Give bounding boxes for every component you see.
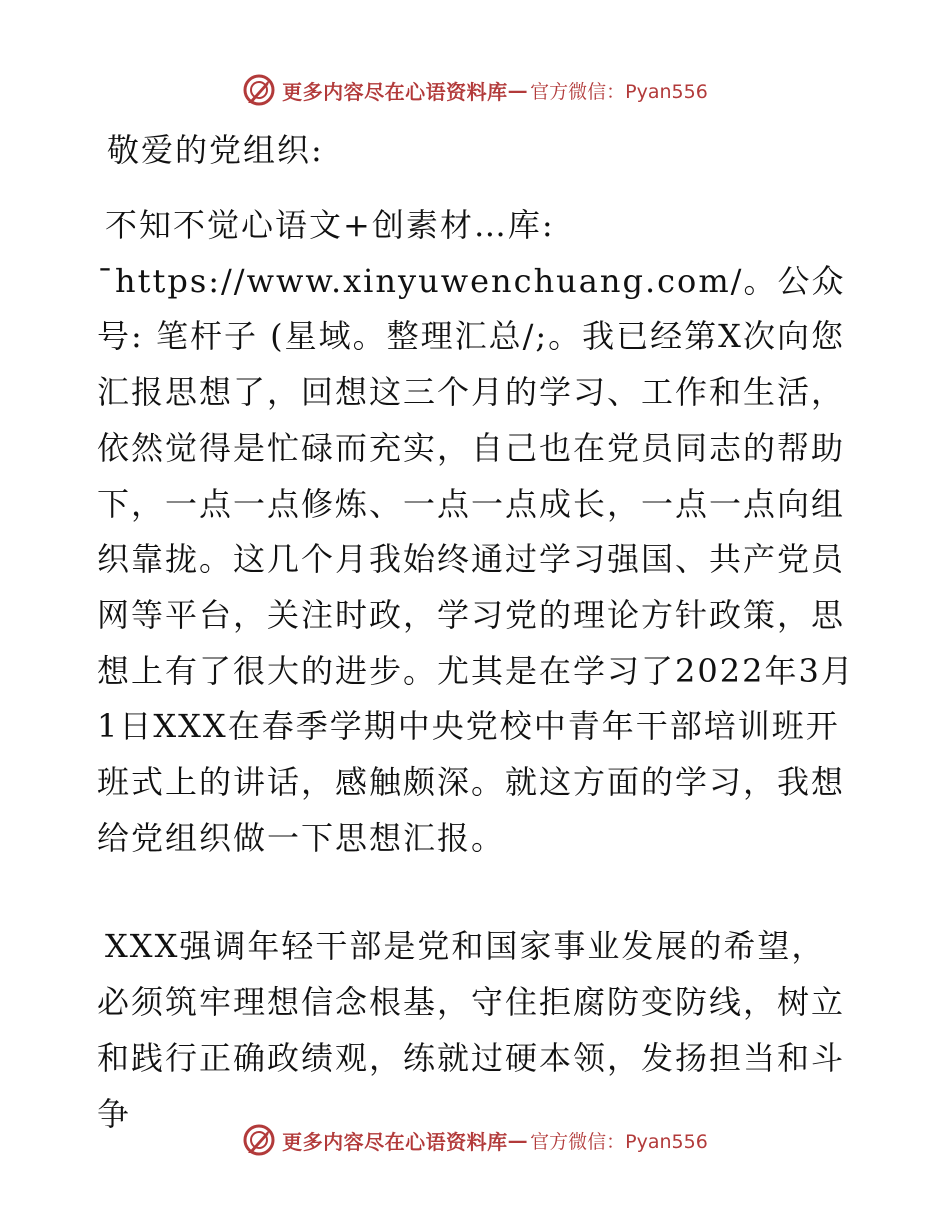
salutation: 敬爱的党组织: <box>107 131 324 169</box>
quill-logo-icon <box>242 73 276 107</box>
banner-dash: — <box>507 78 529 102</box>
banner-title: 更多内容尽在心语资料库 <box>282 1129 508 1154</box>
paragraph-1: 不知不觉心语文+创素材…库: ¯https://www.xinyuwenchuang.com/。公众号: 笔杆子 (星域。整理汇总/;。我已经第X次向您汇报思想了，回想这三个月的学习、工作和生活，依然觉得是忙碌而充实，自己也在党员同志的帮助下，一点一点修炼、一点一点成长，一点一点向组织靠拢。这几个月我始终通过学习强国、共产党员网等平台，关注时政，学习党的理论方针政策，思想上有了很大的进步。尤其是在学习了2022年3月1日XXX在春季学期中央党校中青年干部培训班开班式上的讲话，感触颇深。就这方面的学习，我想给党组织做一下思想汇报。 <box>97 206 855 857</box>
footer-banner <box>0 1118 950 1162</box>
banner-contact: 官方微信：Pyan556 <box>530 1130 708 1153</box>
header-banner <box>0 68 950 112</box>
paragraph-2: XXX强调年轻干部是党和国家事业发展的希望，必须筑牢理想信念根基，守住拒腐防变防线，树立和践行正确政绩观，练就过硬本领，发扬担当和斗争 <box>97 927 846 1133</box>
quill-logo-icon <box>242 1123 276 1157</box>
banner-title: 更多内容尽在心语资料库 <box>282 79 508 104</box>
banner-dash: — <box>507 1128 529 1152</box>
banner-contact: 官方微信：Pyan556 <box>530 80 708 103</box>
